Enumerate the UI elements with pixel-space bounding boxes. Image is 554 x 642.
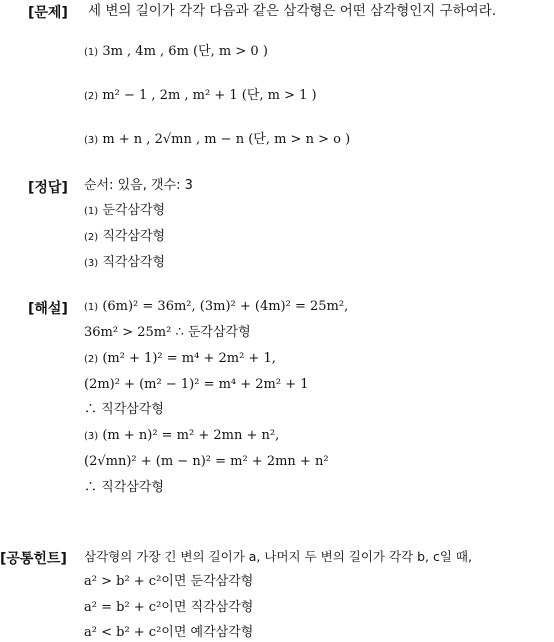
item-text: 직각삼각형 [102, 255, 166, 270]
problem-item-3 [84, 132, 350, 149]
hint-label: [공통힌트] [0, 551, 67, 567]
solution-line-4 [84, 377, 309, 393]
answer-item-1 [84, 203, 165, 220]
solution-text: (m + n)² = m² + 2mn + n², [102, 428, 280, 443]
solution-text: (6m)² = 36m², (3m)² + (4m)² = 25m², [102, 299, 349, 314]
solution-label: [해설] [28, 301, 68, 317]
problem-statement: 세 변의 길이가 각각 다음과 같은 삼각형은 어떤 삼각형인지 구하여라. [88, 3, 497, 19]
solution-line-6 [84, 428, 279, 445]
item-text: m + n , 2√mn , m − n (단, m > n > o ) [102, 132, 351, 147]
hint-line-2: a² > b² + c²이면 둔각삼각형 [84, 574, 254, 589]
item-number: (1) [84, 302, 99, 313]
item-number: (1) [84, 206, 99, 217]
item-text: 둔각삼각형 [102, 203, 166, 218]
item-text: 3m , 4m , 6m (단, m > 0 ) [102, 44, 268, 59]
solution-text: (2√mn)² + (m − n)² = m² + 2mn + n² [84, 454, 329, 469]
problem-item-2 [84, 88, 317, 105]
answer-item-3 [84, 255, 165, 272]
solution-line-1 [84, 299, 348, 316]
problem-label: [문제] [28, 5, 68, 21]
answer-label: [정답] [28, 180, 68, 196]
item-number: (3) [84, 258, 99, 269]
item-text: 직각삼각형 [102, 229, 166, 244]
answer-summary: 순서: 있음, 갯수: 3 [84, 178, 193, 193]
hint-line-1: 삼각형의 가장 긴 변의 길이가 a, 나머지 두 변의 길이가 각각 b, c일 때, [84, 549, 472, 564]
item-number: (2) [84, 91, 99, 102]
item-number: (1) [84, 47, 99, 58]
answer-item-2 [84, 229, 165, 246]
solution-text: ∴ 직각삼각형 [84, 480, 164, 495]
item-number: (2) [84, 232, 99, 243]
solution-line-5 [84, 402, 164, 418]
solution-text: (m² + 1)² = m⁴ + 2m² + 1, [102, 351, 276, 366]
hint-line-4: a² < b² + c²이면 예각삼각형 [84, 625, 254, 640]
solution-line-8 [84, 480, 164, 496]
solution-line-3 [84, 351, 276, 368]
problem-item-1 [84, 44, 268, 61]
solution-line-2 [84, 325, 251, 341]
solution-text: (2m)² + (m² − 1)² = m⁴ + 2m² + 1 [84, 377, 309, 392]
solution-text: ∴ 직각삼각형 [84, 402, 164, 417]
item-number: (2) [84, 354, 99, 365]
solution-text: 36m² > 25m² ∴ 둔각삼각형 [84, 325, 251, 340]
hint-line-3: a² = b² + c²이면 직각삼각형 [84, 600, 254, 615]
item-number: (3) [84, 431, 99, 442]
item-text: m² − 1 , 2m , m² + 1 (단, m > 1 ) [102, 88, 317, 103]
item-number: (3) [84, 135, 99, 146]
solution-line-7 [84, 454, 329, 470]
